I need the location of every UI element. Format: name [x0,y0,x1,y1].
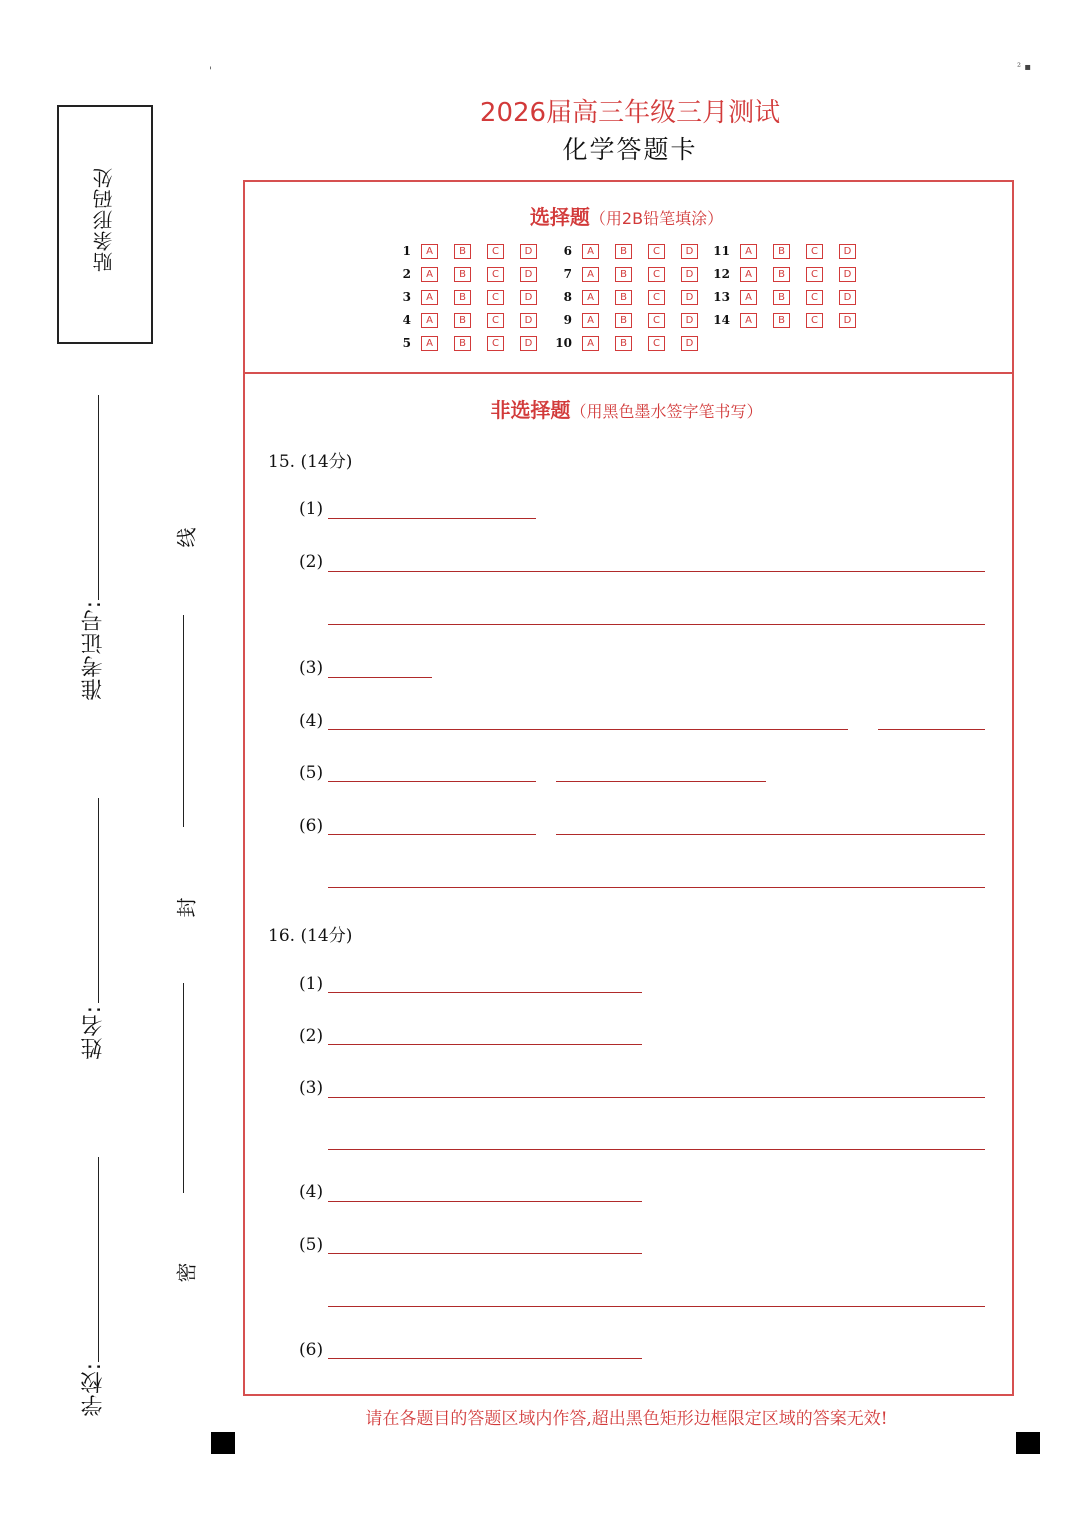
seal-line-segment [183,615,184,827]
option-a-bubble[interactable]: A [582,244,599,259]
mc-question [548,266,714,282]
mc-question [548,243,714,259]
q16-part-3-label: (3) [299,1078,324,1098]
answer-frame [243,180,1014,1396]
option-a-bubble[interactable]: A [421,313,438,328]
q15-part-1-label: (1) [299,499,324,519]
option-c-bubble[interactable]: C [648,244,665,259]
seal-char-xian: 线 [174,527,199,548]
option-b-bubble[interactable]: B [454,336,471,351]
mc-question-number: 2 [402,267,411,281]
mc-question-number: 4 [402,313,411,327]
option-a-bubble[interactable]: A [740,267,757,282]
option-c-bubble[interactable]: C [648,336,665,351]
fr-instruction: （用黑色墨水签字笔书写） [570,402,763,421]
mc-question [387,266,553,282]
q15-part-2-label: (2) [299,552,324,572]
mc-question-number: 1 [402,244,411,258]
alignment-marker [211,1432,235,1454]
q16-part-3-answer-line[interactable] [328,1149,985,1150]
q15-part-1-answer-line[interactable] [328,518,536,519]
option-c-bubble[interactable]: C [806,290,823,305]
section-divider [243,372,1012,374]
q15-part-4-answer-line[interactable] [328,729,848,730]
option-d-bubble[interactable]: D [520,267,537,282]
option-c-bubble[interactable]: C [806,244,823,259]
mc-question [387,312,553,328]
option-d-bubble[interactable]: D [681,244,698,259]
exam-title: 2026届高三年级三月测试 [479,98,781,128]
mc-question [548,335,714,351]
q16-part-4-answer-line[interactable] [328,1201,642,1202]
option-b-bubble[interactable]: B [615,313,632,328]
option-b-bubble[interactable]: B [773,313,790,328]
mc-question-number: 7 [563,267,572,281]
option-b-bubble[interactable]: B [454,313,471,328]
option-b-bubble[interactable]: B [615,267,632,282]
option-d-bubble[interactable]: D [839,267,856,282]
mc-question-number: 9 [563,313,572,327]
mc-question [706,289,872,305]
option-b-bubble[interactable]: B [454,290,471,305]
option-b-bubble[interactable]: B [454,267,471,282]
footer-notice: 请在各题目的答题区域内作答,超出黑色矩形边框限定区域的答案无效! [365,1409,888,1429]
option-a-bubble[interactable]: A [740,290,757,305]
q16-part-4-label: (4) [299,1182,324,1202]
option-c-bubble[interactable]: C [648,267,665,282]
option-a-bubble[interactable]: A [421,267,438,282]
alignment-marker [1016,1432,1040,1454]
option-a-bubble[interactable]: A [740,313,757,328]
q16-part-1-label: (1) [299,974,324,994]
admission-number-label: 准考证号: [81,600,106,701]
option-a-bubble[interactable]: A [582,336,599,351]
q15-part-5-label: (5) [299,763,324,783]
option-a-bubble[interactable]: A [582,290,599,305]
option-b-bubble[interactable]: B [773,244,790,259]
mc-heading: 选择题 [529,205,590,229]
mc-question-number: 5 [402,336,411,350]
option-d-bubble[interactable]: D [520,336,537,351]
seal-char-feng: 封 [174,897,199,918]
name-label: 姓名: [81,1005,106,1060]
option-d-bubble[interactable]: D [520,290,537,305]
option-b-bubble[interactable]: B [454,244,471,259]
q16-part-5-answer-line[interactable] [328,1306,985,1307]
option-d-bubble[interactable]: D [839,313,856,328]
mc-question [387,289,553,305]
mc-question [387,243,553,259]
fr-heading: 非选择题 [490,398,571,422]
option-a-bubble[interactable]: A [421,244,438,259]
scan-speck: ² ▪ [1017,62,1031,73]
option-b-bubble[interactable]: B [615,290,632,305]
name-line[interactable] [98,798,99,1003]
q15-part-6-answer-line[interactable] [328,887,985,888]
q16-part-2-label: (2) [299,1026,324,1046]
option-c-bubble[interactable]: C [487,290,504,305]
mc-question [548,312,714,328]
q15-part-6-answer-line[interactable] [328,834,536,835]
q16-part-1-answer-line[interactable] [328,992,642,993]
q16-part-5-label: (5) [299,1235,324,1255]
school-line[interactable] [98,1157,99,1362]
option-c-bubble[interactable]: C [487,267,504,282]
option-b-bubble[interactable]: B [773,290,790,305]
option-d-bubble[interactable]: D [681,313,698,328]
option-a-bubble[interactable]: A [421,290,438,305]
seal-line-segment [183,983,184,1193]
question-16-header: 16. (14分) [268,926,353,946]
scan-speck: ' [209,66,212,77]
option-d-bubble[interactable]: D [681,267,698,282]
mc-question-number: 12 [713,267,730,281]
school-label: 学校: [81,1362,106,1417]
q16-part-5-answer-line[interactable] [328,1253,642,1254]
option-d-bubble[interactable]: D [520,244,537,259]
option-c-bubble[interactable]: C [806,313,823,328]
option-c-bubble[interactable]: C [487,336,504,351]
option-d-bubble[interactable]: D [839,290,856,305]
mc-question-number: 11 [713,244,730,258]
card-title: 化学答题卡 [562,135,698,164]
mc-question-number: 3 [402,290,411,304]
option-c-bubble[interactable]: C [806,267,823,282]
option-d-bubble[interactable]: D [681,336,698,351]
q16-part-6-label: (6) [299,1340,324,1360]
q15-part-2-answer-line[interactable] [328,624,985,625]
option-d-bubble[interactable]: D [681,290,698,305]
q16-part-3-answer-line[interactable] [328,1097,985,1098]
option-c-bubble[interactable]: C [487,313,504,328]
q15-part-4-answer-line[interactable] [878,729,985,730]
mc-question-number: 10 [555,336,572,350]
option-b-bubble[interactable]: B [615,244,632,259]
option-c-bubble[interactable]: C [648,313,665,328]
option-c-bubble[interactable]: C [487,244,504,259]
q15-part-3-label: (3) [299,658,324,678]
mc-question [706,312,872,328]
q15-part-6-label: (6) [299,816,324,836]
q15-part-5-answer-line[interactable] [556,781,766,782]
q15-part-5-answer-line[interactable] [328,781,536,782]
question-15-header: 15. (14分) [268,452,353,472]
option-a-bubble[interactable]: A [582,267,599,282]
q16-part-2-answer-line[interactable] [328,1044,642,1045]
fr-section-heading [243,394,1010,423]
option-a-bubble[interactable]: A [421,336,438,351]
barcode-label: 贴条形码处 [92,167,116,272]
admission-number-line[interactable] [98,395,99,600]
mc-instruction: （用2B铅笔填涂） [589,209,724,228]
barcode-area [57,105,153,344]
option-b-bubble[interactable]: B [773,267,790,282]
mc-question-number: 6 [563,244,572,258]
mc-question [706,266,872,282]
q15-part-4-label: (4) [299,711,324,731]
q15-part-6-answer-line[interactable] [556,834,985,835]
mc-question [387,335,553,351]
mc-section-heading [243,201,1010,230]
mc-question-number: 8 [563,290,572,304]
mc-question-number: 14 [713,313,730,327]
option-a-bubble[interactable]: A [740,244,757,259]
option-c-bubble[interactable]: C [648,290,665,305]
mc-question [548,289,714,305]
q15-part-2-answer-line[interactable] [328,571,985,572]
q15-part-3-answer-line[interactable] [328,677,432,678]
option-d-bubble[interactable]: D [839,244,856,259]
option-b-bubble[interactable]: B [615,336,632,351]
mc-question-number: 13 [713,290,730,304]
seal-char-mi: 密 [174,1262,199,1283]
option-d-bubble[interactable]: D [520,313,537,328]
q16-part-6-answer-line[interactable] [328,1358,642,1359]
mc-question [706,243,872,259]
option-a-bubble[interactable]: A [582,313,599,328]
